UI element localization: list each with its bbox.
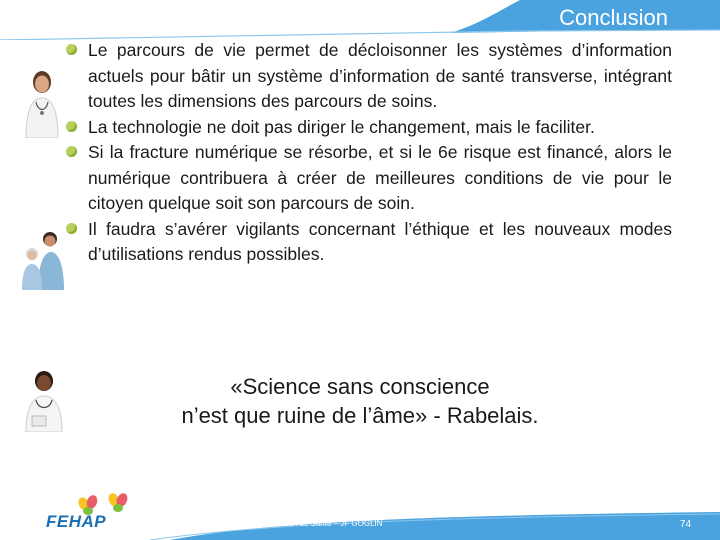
bullet-icon [66, 223, 77, 234]
doctor-female-icon [20, 66, 64, 138]
bullet-text: La technologie ne doit pas diriger le changement, mais le faciliter. [88, 116, 595, 137]
bullet-list [66, 38, 672, 268]
bullet-icon [66, 146, 77, 157]
caregiver-elderly-icon [20, 228, 66, 290]
bullet-icon [66, 44, 77, 55]
page-title: Conclusion [559, 5, 668, 30]
fehap-logo [44, 492, 154, 536]
header-bar [0, 0, 720, 36]
list-item [66, 217, 672, 268]
bullet-icon [66, 121, 77, 132]
logo-text: FEHAP [46, 512, 107, 531]
quote-line-2: n’est que ruine de l’âme» - Rabelais. [181, 403, 539, 428]
bullet-text: Si la fracture numérique se résorbe, et si le 6e risque est financé, alors le numérique contribuera à créer de meilleures conditions de vie pour le citoyen quelque soit son parcours de soin. [88, 142, 672, 213]
doctor-smiling-icon [22, 368, 66, 440]
rabelais-quote [150, 372, 570, 430]
list-item [66, 115, 672, 141]
bullet-text: Il faudra s’avérer vigilants concernant l’éthique et les nouveaux modes d’utilisations rendus possibles. [88, 218, 672, 264]
footer-text: Système d’information de Santé – JF GOGLIN [218, 519, 383, 528]
page-number: 74 [680, 519, 692, 530]
list-item [66, 140, 672, 217]
bullet-text: Le parcours de vie permet de décloisonner les systèmes d’information actuels pour bâtir un système d’information de santé transverse, intégrant toutes les dimensions des parcours de soins. [88, 40, 672, 111]
quote-line-1: «Science sans conscience [230, 374, 490, 399]
list-item [66, 38, 672, 115]
